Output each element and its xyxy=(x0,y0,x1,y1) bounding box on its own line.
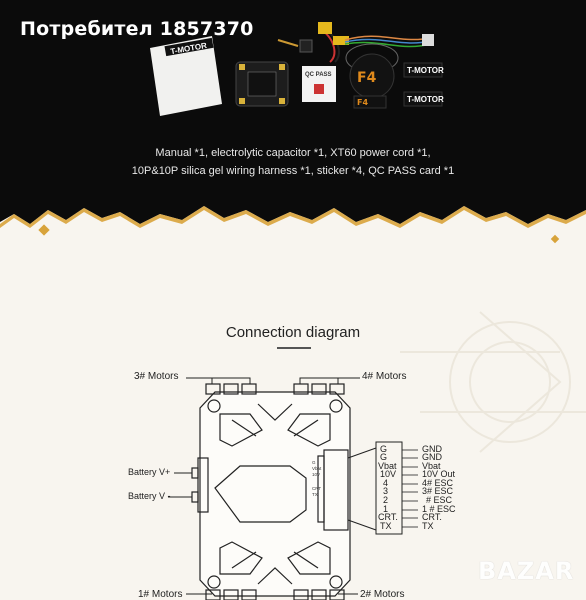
pin-function: 3# ESC xyxy=(422,486,454,496)
pin-name: CRT. xyxy=(378,512,398,522)
sticker-logo: T-MOTOR xyxy=(407,66,444,75)
motors-2-label: 2# Motors xyxy=(360,589,405,600)
pin-name: G xyxy=(380,452,388,462)
pin-function: GND xyxy=(422,444,442,454)
caption-line-2: 10P&10P silica gel wiring harness *1, sticker *4, QC PASS card *1 xyxy=(131,165,455,177)
pin-name: 4 xyxy=(383,478,389,488)
pin-function: 10V Out xyxy=(422,469,456,479)
pin-name: 10V xyxy=(380,469,397,479)
svg-text:F4: F4 xyxy=(357,98,369,107)
diagram-title: Connection diagram xyxy=(225,324,361,341)
pin-function: CRT. xyxy=(422,512,442,522)
motors-4-label: 4# Motors xyxy=(362,371,407,382)
svg-text:Vbat: Vbat xyxy=(312,466,322,471)
pin-name: TX xyxy=(380,521,392,531)
pin-name: Vbat xyxy=(378,461,397,471)
battery-minus-label: Battery V - xyxy=(128,491,171,501)
motors-1-label: 1# Motors xyxy=(138,589,183,600)
qc-pass-label: QC PASS xyxy=(305,72,332,78)
svg-text:10V: 10V xyxy=(312,472,321,477)
svg-text:CRT: CRT xyxy=(312,486,322,491)
pin-function: 4# ESC xyxy=(422,478,454,488)
caption-line-1: Manual *1, electrolytic capacitor *1, XT60 power cord *1, xyxy=(155,147,431,159)
pin-name: 2 xyxy=(383,495,389,505)
pin-function: TX xyxy=(422,521,434,531)
pin-name: G xyxy=(380,444,388,454)
pin-name: 1 xyxy=(383,504,389,514)
svg-text:F4: F4 xyxy=(357,70,377,86)
pin-function: Vbat xyxy=(422,461,441,471)
motors-3-label: 3# Motors xyxy=(134,371,179,382)
svg-text:G: G xyxy=(312,460,316,465)
pin-function: GND xyxy=(422,452,442,462)
pin-function: 1 # ESC xyxy=(422,504,456,514)
pin-function: # ESC xyxy=(426,495,453,505)
pin-name: 3 xyxy=(383,486,389,496)
battery-plus-label: Battery V+ xyxy=(128,467,171,477)
manual-logo: T-MOTOR xyxy=(169,40,208,57)
svg-text:T-MOTOR: T-MOTOR xyxy=(407,95,444,104)
svg-text:TX: TX xyxy=(312,492,318,497)
site-watermark: BAZAR xyxy=(478,557,575,585)
user-watermark: Потребител 1857370 xyxy=(20,18,254,40)
